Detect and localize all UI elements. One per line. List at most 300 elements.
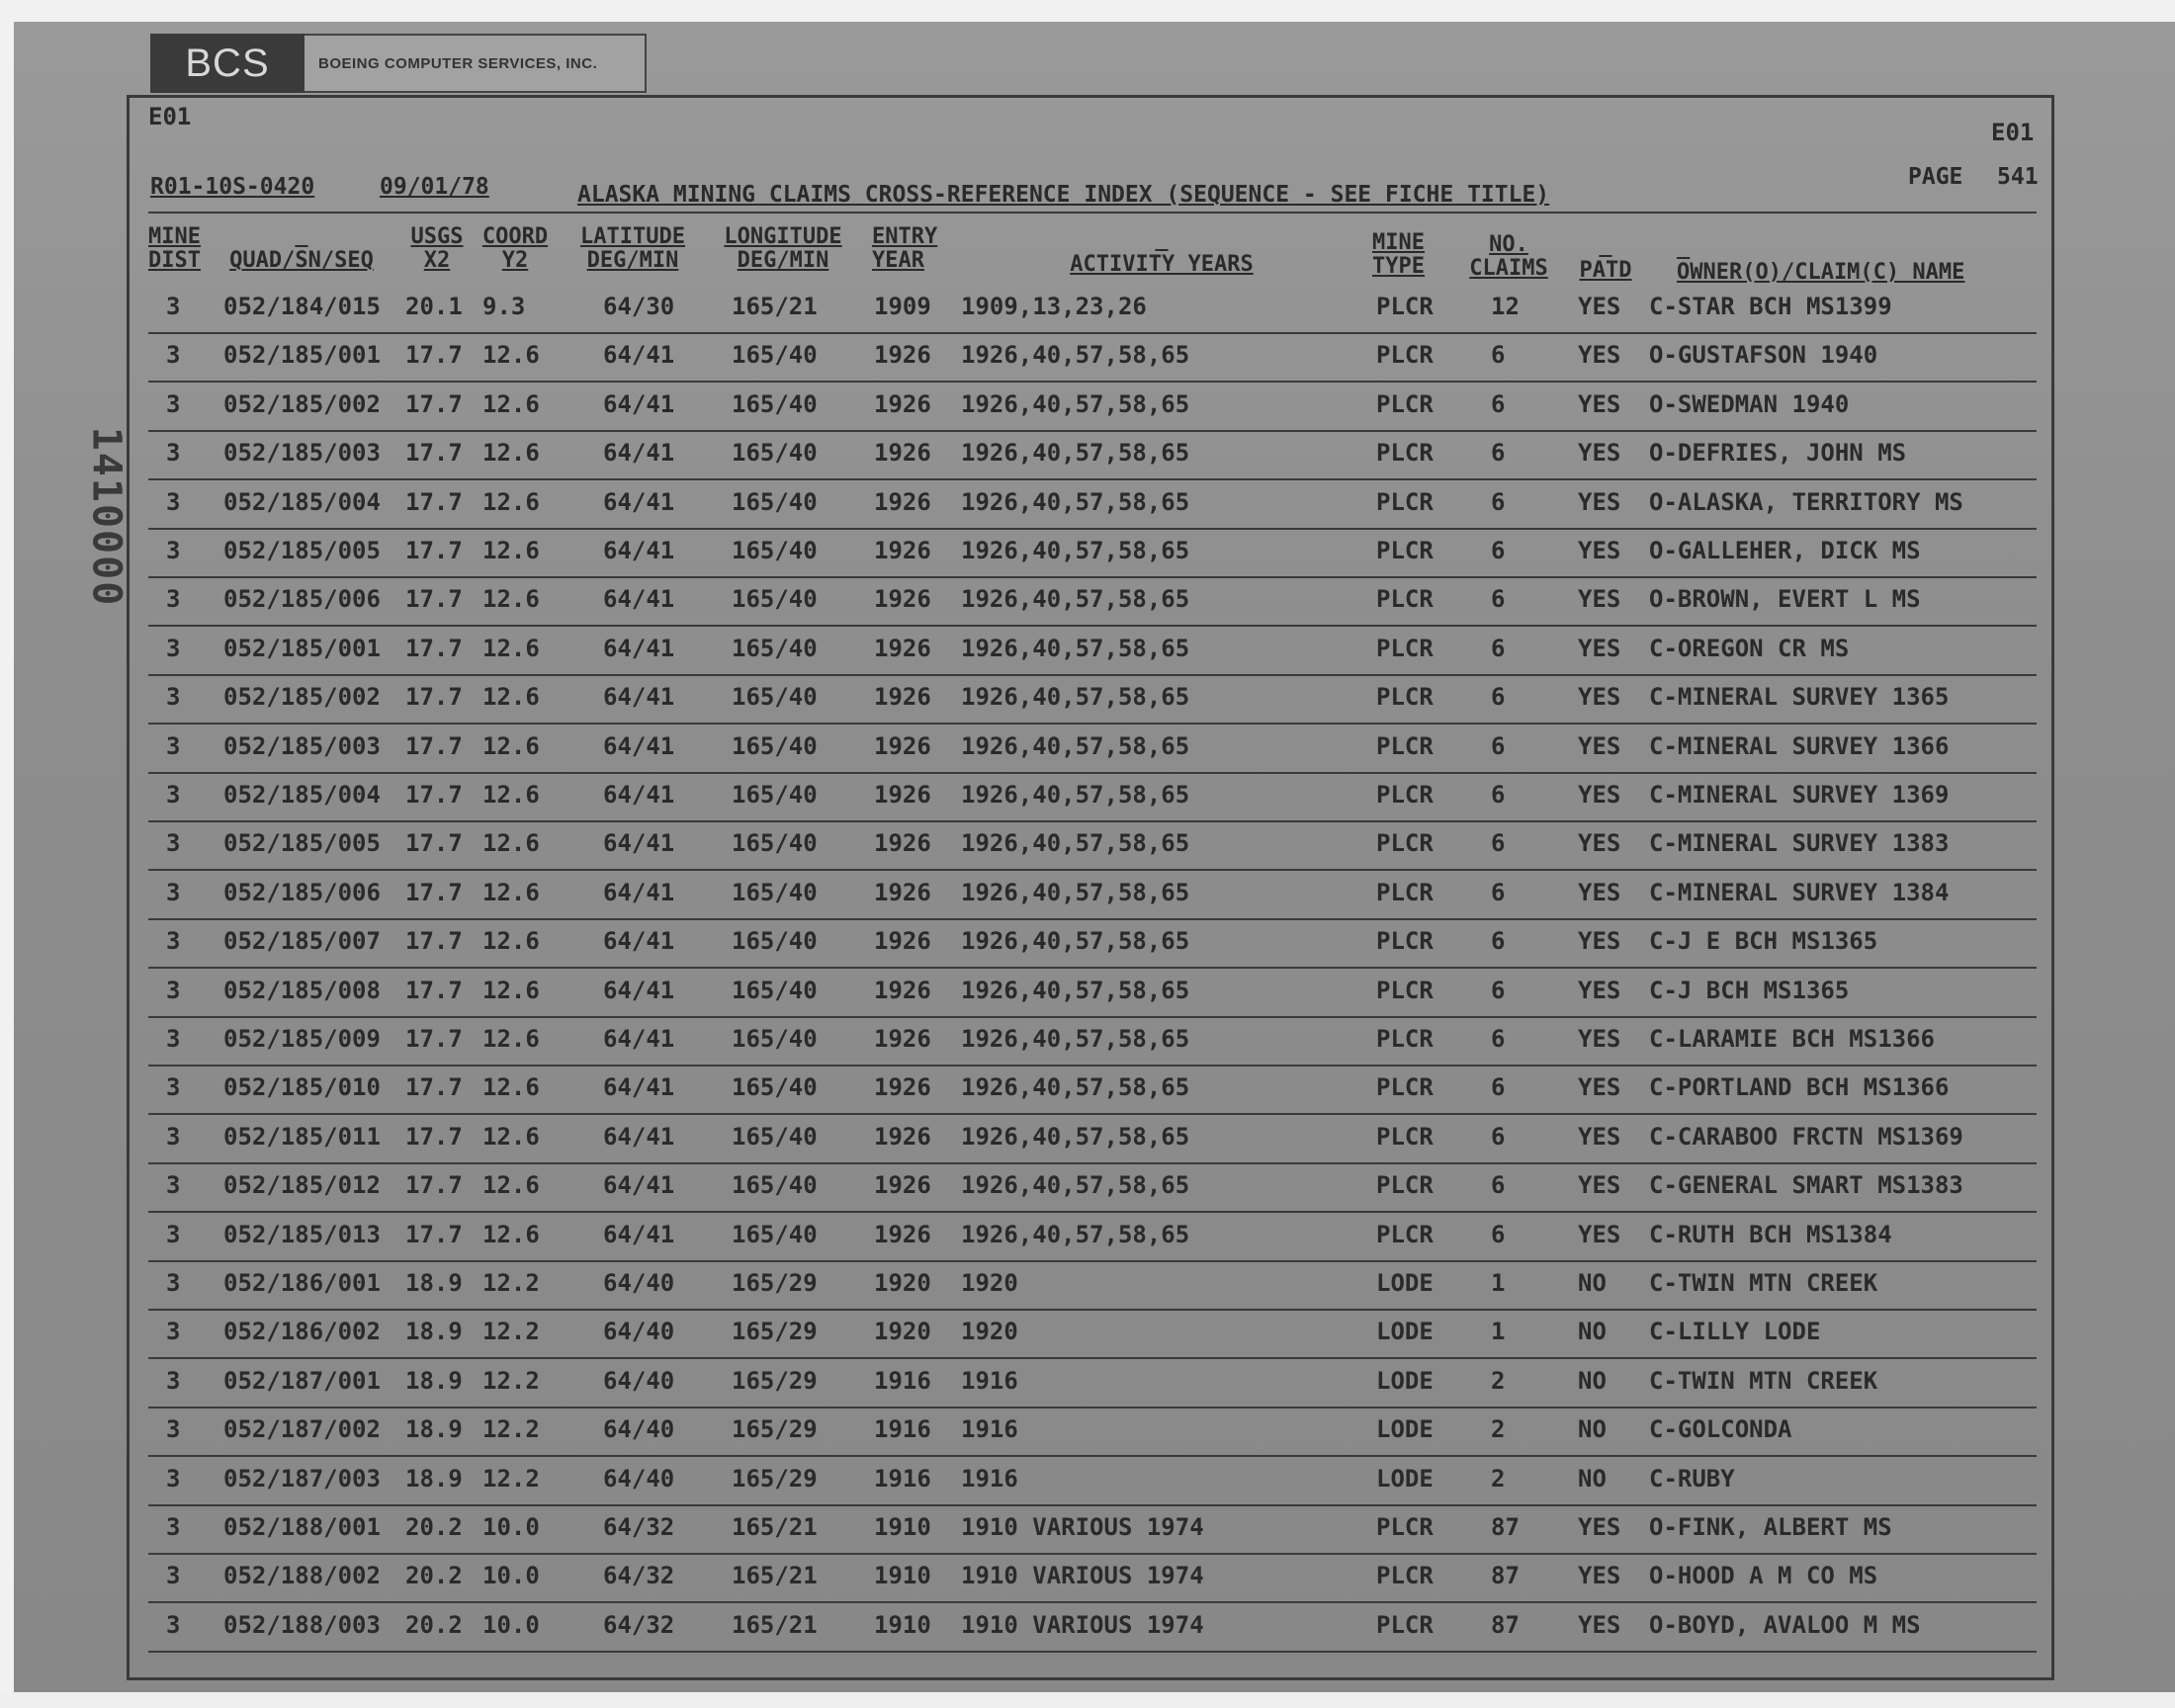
coord-y2-cell: 12.6 [482,634,540,662]
patd-cell: YES [1578,341,1621,370]
longitude-cell: 165/40 [732,829,818,858]
entry-year-cell: 1926 [874,1220,931,1248]
longitude-cell: 165/40 [732,731,818,760]
row-rule [148,1162,2037,1164]
patd-cell: YES [1578,829,1621,858]
mine-dist-cell: 3 [166,1464,181,1493]
owner-claim-cell: C-GENERAL SMART MS1383 [1649,1171,1963,1200]
coord-y2-cell: 12.2 [482,1318,540,1346]
claims-cell: 12 [1491,293,1520,320]
mine-type-cell: LODE [1376,1464,1434,1493]
table-row [0,829,2175,863]
mine-type-cell: PLCR [1376,1171,1434,1200]
claims-cell: 6 [1491,829,1506,858]
quad-cell: 052/185/007 [223,927,381,956]
longitude-cell: 165/21 [732,1562,818,1590]
quad-cell: 052/185/008 [223,976,381,1004]
mine-type-cell: PLCR [1376,1562,1434,1590]
mine-dist-cell: 3 [166,829,181,858]
row-rule [148,1651,2037,1653]
usgs-x2-cell: 20.2 [405,1562,463,1590]
claims-cell: 6 [1491,1122,1506,1151]
quad-cell: 052/185/012 [223,1171,381,1200]
longitude-cell: 165/40 [732,683,818,712]
owner-claim-cell: C-MINERAL SURVEY 1384 [1649,878,1950,906]
mine-type-cell: LODE [1376,1366,1434,1395]
mine-dist-cell: 3 [166,439,181,468]
owner-claim-cell: C-GOLCONDA [1649,1415,1792,1444]
longitude-cell: 165/40 [732,1220,818,1248]
claims-cell: 6 [1491,976,1506,1004]
mine-type-cell: PLCR [1376,878,1434,906]
claims-cell: 6 [1491,927,1506,956]
mine-type-cell: PLCR [1376,829,1434,858]
mine-dist-cell: 3 [166,537,181,564]
mine-dist-cell: 3 [166,1025,181,1053]
mine-dist-cell: 3 [166,976,181,1004]
latitude-cell: 64/40 [603,1366,675,1395]
col-patd: PATD [1579,258,1632,283]
coord-y2-cell: 12.6 [482,878,540,906]
mine-dist-cell: 3 [166,1513,181,1541]
activity-years-cell: 1920 [961,1318,1018,1346]
patd-cell: NO [1578,1269,1607,1297]
mine-dist-cell: 3 [166,1073,181,1102]
latitude-cell: 64/40 [603,1269,675,1297]
quad-cell: 052/185/002 [223,389,381,418]
mine-dist-cell: 3 [166,683,181,712]
usgs-x2-cell: 17.7 [405,829,463,858]
patd-cell: YES [1578,1562,1621,1590]
claims-cell: 6 [1491,585,1506,614]
mine-dist-cell: 3 [166,878,181,906]
row-rule [148,1553,2037,1555]
row-rule [148,723,2037,725]
activity-years-cell: 1926,40,57,58,65 [961,1171,1190,1200]
quad-cell: 052/185/009 [223,1025,381,1053]
coord-y2-cell: 12.6 [482,781,540,809]
mine-type-cell: PLCR [1376,439,1434,468]
patd-cell: NO [1578,1366,1607,1395]
owner-claim-cell: C-MINERAL SURVEY 1383 [1649,829,1950,858]
latitude-cell: 64/41 [603,487,675,516]
quad-cell: 052/186/001 [223,1269,381,1297]
usgs-x2-cell: 17.7 [405,1025,463,1053]
quad-cell: 052/185/001 [223,341,381,370]
latitude-cell: 64/40 [603,1415,675,1444]
coord-y2-cell: 12.6 [482,1171,540,1200]
activity-years-cell: 1916 [961,1415,1018,1444]
mine-type-cell: PLCR [1376,1220,1434,1248]
activity-years-cell: 1926,40,57,58,65 [961,829,1190,858]
col-coord: COORD Y2 [481,224,549,273]
col-claims: NO. CLAIMS [1469,232,1548,281]
coord-y2-cell: 12.6 [482,829,540,858]
entry-year-cell: 1916 [874,1464,931,1493]
table-row [0,927,2175,961]
mine-type-cell: LODE [1376,1318,1434,1346]
table-row [0,293,2175,326]
table-row [0,537,2175,570]
activity-years-cell: 1926,40,57,58,65 [961,976,1190,1004]
coord-y2-cell: 12.2 [482,1366,540,1395]
mine-dist-cell: 3 [166,1122,181,1151]
entry-year-cell: 1910 [874,1610,931,1639]
mine-type-cell: PLCR [1376,1610,1434,1639]
row-rule [148,478,2037,480]
owner-claim-cell: O-BOYD, AVALOO M MS [1649,1610,1921,1639]
entry-year-cell: 1926 [874,878,931,906]
usgs-x2-cell: 17.7 [405,341,463,370]
latitude-cell: 64/41 [603,585,675,614]
latitude-cell: 64/41 [603,1025,675,1053]
table-row [0,488,2175,522]
owner-claim-cell: O-GUSTAFSON 1940 [1649,341,1878,370]
row-rule [148,918,2037,920]
longitude-cell: 165/40 [732,976,818,1004]
page-label: PAGE [1908,164,1963,190]
table-row [0,1123,2175,1156]
usgs-x2-cell: 17.7 [405,781,463,809]
longitude-cell: 165/40 [732,439,818,468]
latitude-cell: 64/41 [603,927,675,956]
quad-cell: 052/185/005 [223,829,381,858]
activity-years-cell: 1926,40,57,58,65 [961,731,1190,760]
longitude-cell: 165/40 [732,487,818,516]
table-row [0,1269,2175,1303]
usgs-x2-cell: 17.7 [405,731,463,760]
col-longitude: LONGITUDE DEG/MIN [724,224,842,273]
longitude-cell: 165/40 [732,1025,818,1053]
claims-cell: 2 [1491,1415,1506,1444]
coord-y2-cell: 10.0 [482,1562,540,1590]
mine-dist-cell: 3 [166,1562,181,1590]
quad-cell: 052/185/004 [223,487,381,516]
row-rule [148,1113,2037,1115]
quad-cell: 052/185/003 [223,731,381,760]
usgs-x2-cell: 17.7 [405,1073,463,1102]
usgs-x2-cell: 18.9 [405,1464,463,1493]
mine-dist-cell: 3 [166,487,181,516]
activity-years-cell: 1926,40,57,58,65 [961,341,1190,370]
row-rule [148,625,2037,627]
activity-years-cell: 1926,40,57,58,65 [961,1122,1190,1151]
frame-stamp: 1410000 [83,426,130,608]
row-rule [148,576,2037,578]
patd-cell: YES [1578,1513,1621,1541]
quad-cell: 052/185/013 [223,1220,381,1248]
mine-type-cell: PLCR [1376,1122,1434,1151]
row-rule [148,1504,2037,1506]
fiche-id-left: E01 [148,103,192,130]
latitude-cell: 64/41 [603,731,675,760]
table-row [0,1513,2175,1547]
page-number: 541 [1997,164,2039,190]
longitude-cell: 165/40 [732,537,818,564]
row-rule [148,430,2037,432]
table-row [0,879,2175,912]
patd-cell: NO [1578,1415,1607,1444]
longitude-cell: 165/40 [732,1122,818,1151]
longitude-cell: 165/40 [732,878,818,906]
owner-claim-cell: C-J BCH MS1365 [1649,976,1850,1004]
entry-year-cell: 1916 [874,1366,931,1395]
claims-cell: 6 [1491,537,1506,564]
entry-year-cell: 1926 [874,683,931,712]
owner-claim-cell: O-HOOD A M CO MS [1649,1562,1878,1590]
entry-year-cell: 1926 [874,1025,931,1053]
coord-y2-cell: 12.6 [482,1220,540,1248]
latitude-cell: 64/32 [603,1610,675,1639]
col-mine-dist: MINE DIST [148,224,201,273]
longitude-cell: 165/40 [732,1171,818,1200]
longitude-cell: 165/40 [732,1073,818,1102]
owner-claim-cell: C-MINERAL SURVEY 1369 [1649,781,1950,809]
coord-y2-cell: 12.6 [482,389,540,418]
latitude-cell: 64/41 [603,634,675,662]
coord-y2-cell: 12.6 [482,683,540,712]
usgs-x2-cell: 17.7 [405,389,463,418]
longitude-cell: 165/40 [732,389,818,418]
activity-years-cell: 1910 VARIOUS 1974 [961,1513,1204,1541]
patd-cell: YES [1578,537,1621,564]
row-rule [148,1260,2037,1262]
mine-type-cell: PLCR [1376,341,1434,370]
quad-cell: 052/187/003 [223,1464,381,1493]
patd-cell: YES [1578,1171,1621,1200]
patd-cell: YES [1578,976,1621,1004]
coord-y2-cell: 12.6 [482,487,540,516]
col-latitude: LATITUDE DEG/MIN [580,224,685,273]
table-row [0,1611,2175,1645]
claims-cell: 6 [1491,878,1506,906]
mine-type-cell: PLCR [1376,976,1434,1004]
patd-cell: YES [1578,1122,1621,1151]
table-row [0,977,2175,1010]
entry-year-cell: 1926 [874,1122,931,1151]
claims-cell: 6 [1491,731,1506,760]
mine-type-cell: LODE [1376,1269,1434,1297]
report-title: ALASKA MINING CLAIMS CROSS-REFERENCE INDEX (SEQUENCE - SEE FICHE TITLE) [577,182,1550,208]
table-row [0,341,2175,375]
latitude-cell: 64/41 [603,341,675,370]
entry-year-cell: 1926 [874,389,931,418]
row-rule [148,1065,2037,1067]
table-row [0,1465,2175,1498]
latitude-cell: 64/41 [603,781,675,809]
usgs-x2-cell: 17.7 [405,1171,463,1200]
patd-cell: YES [1578,439,1621,468]
mine-dist-cell: 3 [166,731,181,760]
company-name: BOEING COMPUTER SERVICES, INC. [304,34,647,93]
owner-claim-cell: O-DEFRIES, JOHN MS [1649,439,1907,468]
row-rule [148,772,2037,774]
owner-claim-cell: O-FINK, ALBERT MS [1649,1513,1892,1541]
owner-claim-cell: O-ALASKA, TERRITORY MS [1649,487,1963,516]
mine-type-cell: PLCR [1376,1513,1434,1541]
activity-years-cell: 1909,13,23,26 [961,293,1147,320]
entry-year-cell: 1926 [874,829,931,858]
mine-dist-cell: 3 [166,1318,181,1346]
quad-cell: 052/188/002 [223,1562,381,1590]
claims-cell: 6 [1491,341,1506,370]
table-row [0,781,2175,814]
entry-year-cell: 1926 [874,585,931,614]
table-row [0,1073,2175,1107]
longitude-cell: 165/40 [732,927,818,956]
col-activity-years: ACTIVITY YEARS [1070,252,1254,277]
row-rule [148,528,2037,530]
latitude-cell: 64/32 [603,1513,675,1541]
owner-claim-cell: C-PORTLAND BCH MS1366 [1649,1073,1950,1102]
quad-cell: 052/185/006 [223,878,381,906]
patd-cell: YES [1578,683,1621,712]
col-entry-year: ENTRY YEAR [872,224,938,273]
entry-year-cell: 1920 [874,1318,931,1346]
latitude-cell: 64/41 [603,389,675,418]
latitude-cell: 64/41 [603,537,675,564]
mine-type-cell: PLCR [1376,487,1434,516]
usgs-x2-cell: 20.2 [405,1513,463,1541]
latitude-cell: 64/41 [603,976,675,1004]
patd-cell: NO [1578,1464,1607,1493]
activity-years-cell: 1926,40,57,58,65 [961,634,1190,662]
longitude-cell: 165/29 [732,1415,818,1444]
mine-type-cell: PLCR [1376,927,1434,956]
mine-type-cell: PLCR [1376,389,1434,418]
coord-y2-cell: 12.6 [482,1073,540,1102]
mine-dist-cell: 3 [166,927,181,956]
owner-claim-cell: C-RUBY [1649,1464,1735,1493]
entry-year-cell: 1926 [874,1073,931,1102]
coord-y2-cell: 12.2 [482,1269,540,1297]
usgs-x2-cell: 17.7 [405,1220,463,1248]
latitude-cell: 64/41 [603,878,675,906]
coord-y2-cell: 12.6 [482,1025,540,1053]
activity-years-cell: 1926,40,57,58,65 [961,537,1190,564]
claims-cell: 6 [1491,683,1506,712]
table-row [0,1415,2175,1449]
owner-claim-cell: C-LILLY LODE [1649,1318,1821,1346]
col-usgs: USGS X2 [410,224,464,273]
row-rule [148,967,2037,969]
table-row [0,439,2175,472]
owner-claim-cell: O-SWEDMAN 1940 [1649,389,1850,418]
owner-claim-cell: O-GALLEHER, DICK MS [1649,537,1921,564]
report-date: 09/01/78 [380,174,489,200]
table-row [0,1221,2175,1254]
coord-y2-cell: 12.6 [482,976,540,1004]
mine-dist-cell: 3 [166,781,181,809]
table-row [0,683,2175,717]
table-row [0,1171,2175,1205]
patd-cell: YES [1578,1025,1621,1053]
table-row [0,1367,2175,1401]
col-quad: QUAD/SN/SEQ [229,248,374,273]
mine-dist-cell: 3 [166,1220,181,1248]
coord-y2-cell: 12.6 [482,439,540,468]
longitude-cell: 165/21 [732,1513,818,1541]
claims-cell: 2 [1491,1464,1506,1493]
quad-cell: 052/185/003 [223,439,381,468]
row-rule [148,1407,2037,1409]
quad-cell: 052/185/001 [223,634,381,662]
table-row [0,732,2175,766]
latitude-cell: 64/41 [603,683,675,712]
table-row [0,1318,2175,1351]
claims-cell: 6 [1491,1073,1506,1102]
patd-cell: YES [1578,585,1621,614]
quad-cell: 052/187/002 [223,1415,381,1444]
quad-cell: 052/184/015 [223,293,381,320]
latitude-cell: 64/41 [603,829,675,858]
entry-year-cell: 1910 [874,1562,931,1590]
activity-years-cell: 1926,40,57,58,65 [961,389,1190,418]
mine-type-cell: PLCR [1376,731,1434,760]
entry-year-cell: 1926 [874,537,931,564]
activity-years-cell: 1926,40,57,58,65 [961,585,1190,614]
owner-claim-cell: C-OREGON CR MS [1649,634,1850,662]
usgs-x2-cell: 18.9 [405,1318,463,1346]
claims-cell: 1 [1491,1318,1506,1346]
claims-cell: 87 [1491,1562,1520,1590]
table-row [0,1025,2175,1059]
longitude-cell: 165/40 [732,634,818,662]
coord-y2-cell: 12.2 [482,1464,540,1493]
quad-cell: 052/188/001 [223,1513,381,1541]
row-rule [148,820,2037,822]
patd-cell: YES [1578,487,1621,516]
quad-cell: 052/185/005 [223,537,381,564]
entry-year-cell: 1926 [874,341,931,370]
activity-years-cell: 1926,40,57,58,65 [961,781,1190,809]
activity-years-cell: 1926,40,57,58,65 [961,683,1190,712]
row-rule [148,1455,2037,1457]
mine-dist-cell: 3 [166,634,181,662]
page-edge-top [0,0,2175,22]
table-row [0,635,2175,668]
mine-dist-cell: 3 [166,1610,181,1639]
quad-cell: 052/186/002 [223,1318,381,1346]
longitude-cell: 165/40 [732,341,818,370]
claims-cell: 6 [1491,781,1506,809]
entry-year-cell: 1926 [874,781,931,809]
activity-years-cell: 1916 [961,1464,1018,1493]
coord-y2-cell: 12.2 [482,1415,540,1444]
page-edge-bottom [0,1692,2175,1708]
row-rule [148,1211,2037,1213]
usgs-x2-cell: 17.7 [405,634,463,662]
table-row [0,585,2175,619]
patd-cell: YES [1578,731,1621,760]
report-code: R01-10S-0420 [150,174,315,200]
patd-cell: YES [1578,293,1621,320]
usgs-x2-cell: 18.9 [405,1415,463,1444]
mine-dist-cell: 3 [166,389,181,418]
mine-dist-cell: 3 [166,341,181,370]
claims-cell: 2 [1491,1366,1506,1395]
entry-year-cell: 1926 [874,731,931,760]
claims-cell: 6 [1491,1025,1506,1053]
mine-type-cell: PLCR [1376,537,1434,564]
latitude-cell: 64/40 [603,1318,675,1346]
coord-y2-cell: 12.6 [482,585,540,614]
mine-type-cell: PLCR [1376,683,1434,712]
patd-cell: YES [1578,1610,1621,1639]
quad-cell: 052/188/003 [223,1610,381,1639]
mine-type-cell: PLCR [1376,1073,1434,1102]
owner-claim-cell: C-LARAMIE BCH MS1366 [1649,1025,1935,1053]
